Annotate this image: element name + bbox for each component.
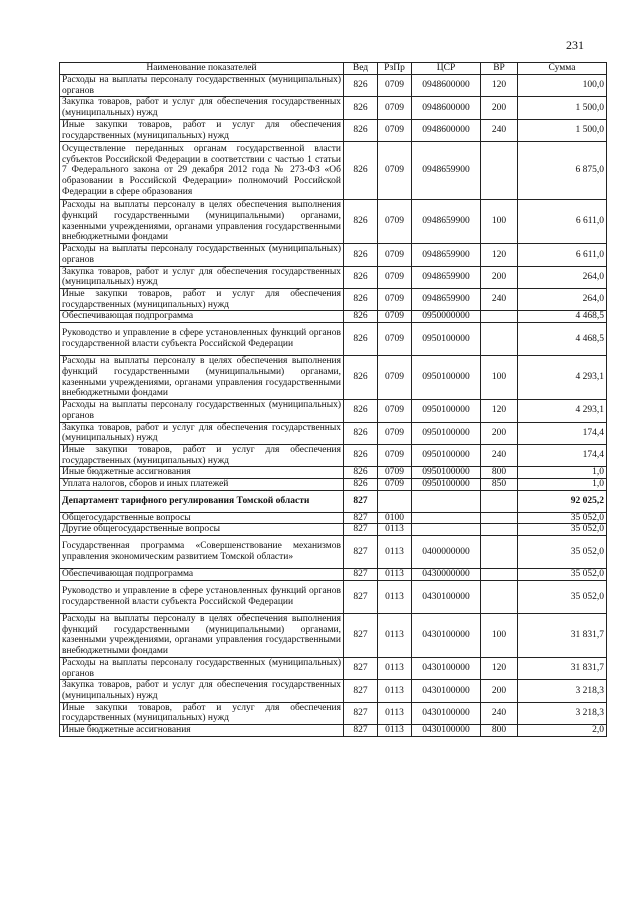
- row-sum: 1 500,0: [518, 119, 607, 141]
- row-csr: 0950100000: [412, 400, 481, 422]
- row-rzpr: 0113: [378, 536, 412, 569]
- row-name: Иные закупки товаров, работ и услуг для обеспечения государственных (муниципальных) нужд: [60, 119, 344, 141]
- row-name: Закупка товаров, работ и услуг для обеспечения государственных (муниципальных) нужд: [60, 422, 344, 444]
- row-vr: 240: [481, 702, 518, 724]
- row-csr: 0430100000: [412, 613, 481, 657]
- row-sum: 35 052,0: [518, 569, 607, 581]
- row-name: Расходы на выплаты персоналу государственных (муниципальных) органов: [60, 657, 344, 679]
- row-sum: 264,0: [518, 266, 607, 288]
- table-body: [60, 75, 607, 737]
- row-sum: 174,4: [518, 422, 607, 444]
- page-number: 231: [566, 38, 584, 52]
- row-rzpr: 0709: [378, 467, 412, 479]
- table-row: [60, 490, 607, 512]
- row-rzpr: 0709: [378, 444, 412, 466]
- row-ved: 826: [344, 97, 378, 119]
- table-row: [60, 613, 607, 657]
- row-ved: 827: [344, 569, 378, 581]
- row-ved: 827: [344, 702, 378, 724]
- row-ved: 827: [344, 680, 378, 702]
- row-vr: 240: [481, 289, 518, 311]
- row-ved: 827: [344, 657, 378, 679]
- row-name: Иные бюджетные ассигнования: [60, 467, 344, 479]
- table-row: [60, 356, 607, 400]
- row-rzpr: [378, 490, 412, 512]
- row-name: Иные закупки товаров, работ и услуг для обеспечения государственных (муниципальных) нужд: [60, 289, 344, 311]
- row-name: Расходы на выплаты персоналу государственных (муниципальных) органов: [60, 400, 344, 422]
- row-ved: 826: [344, 479, 378, 491]
- row-ved: 827: [344, 613, 378, 657]
- row-ved: 826: [344, 75, 378, 97]
- row-sum: 2,0: [518, 725, 607, 737]
- row-csr: 0430100000: [412, 702, 481, 724]
- row-rzpr: 0709: [378, 142, 412, 200]
- row-ved: 826: [344, 323, 378, 356]
- row-name: Руководство и управление в сфере установленных функций органов государственной власти субъекта Российской Федерации: [60, 580, 344, 613]
- row-name: Государственная программа «Совершенствование механизмов управления экономическим развитием Томской области»: [60, 536, 344, 569]
- row-vr: 200: [481, 266, 518, 288]
- table-row: [60, 400, 607, 422]
- row-rzpr: 0709: [378, 244, 412, 266]
- row-ved: 826: [344, 356, 378, 400]
- row-ved: 826: [344, 400, 378, 422]
- row-rzpr: 0709: [378, 422, 412, 444]
- row-vr: [481, 490, 518, 512]
- row-vr: [481, 536, 518, 569]
- row-csr: [412, 512, 481, 524]
- table-row: [60, 323, 607, 356]
- row-csr: 0948659900: [412, 200, 481, 244]
- row-sum: 100,0: [518, 75, 607, 97]
- row-name: Расходы на выплаты персоналу государственных (муниципальных) органов: [60, 244, 344, 266]
- header-csr: ЦСР: [412, 63, 481, 75]
- table-row: [60, 75, 607, 97]
- table-row: [60, 119, 607, 141]
- row-csr: 0430100000: [412, 657, 481, 679]
- row-csr: [412, 490, 481, 512]
- row-name: Осуществление переданных органам государственной власти субъектов Российской Федерации в соответствии с частью 1 статьи 7 Федерального закона от 29 декабря 2012 года № 273-ФЗ «Об образовании в Российской Федерации» полномочий Российской Федерации в сфере образования: [60, 142, 344, 200]
- row-sum: 264,0: [518, 289, 607, 311]
- row-rzpr: 0709: [378, 289, 412, 311]
- row-vr: 100: [481, 356, 518, 400]
- row-vr: 800: [481, 467, 518, 479]
- row-name: Расходы на выплаты персоналу в целях обеспечения выполнения функций государственными (муниципальными) органами, казенными учреждениями, органами управления государственными внебюджетными фондами: [60, 613, 344, 657]
- row-rzpr: 0113: [378, 524, 412, 536]
- row-sum: 1 500,0: [518, 97, 607, 119]
- row-sum: 1,0: [518, 467, 607, 479]
- header-ved: Вед: [344, 63, 378, 75]
- row-rzpr: 0709: [378, 119, 412, 141]
- row-csr: 0950100000: [412, 467, 481, 479]
- row-vr: 200: [481, 422, 518, 444]
- row-csr: [412, 524, 481, 536]
- row-rzpr: 0709: [378, 97, 412, 119]
- row-vr: [481, 580, 518, 613]
- row-sum: 3 218,3: [518, 680, 607, 702]
- row-rzpr: 0709: [378, 323, 412, 356]
- row-csr: 0950100000: [412, 356, 481, 400]
- row-sum: 6 611,0: [518, 200, 607, 244]
- row-ved: 826: [344, 422, 378, 444]
- row-rzpr: 0709: [378, 266, 412, 288]
- table-row: [60, 657, 607, 679]
- row-csr: 0948600000: [412, 97, 481, 119]
- row-vr: [481, 524, 518, 536]
- row-vr: 120: [481, 75, 518, 97]
- row-csr: 0950100000: [412, 444, 481, 466]
- table-row: [60, 244, 607, 266]
- row-vr: [481, 323, 518, 356]
- row-sum: 1,0: [518, 479, 607, 491]
- row-sum: 31 831,7: [518, 613, 607, 657]
- row-vr: 120: [481, 244, 518, 266]
- table-row: [60, 142, 607, 200]
- row-ved: 826: [344, 467, 378, 479]
- table-header-row: [60, 63, 607, 75]
- row-rzpr: 0113: [378, 613, 412, 657]
- row-ved: 827: [344, 725, 378, 737]
- row-vr: 240: [481, 119, 518, 141]
- row-rzpr: 0709: [378, 400, 412, 422]
- row-csr: 0950100000: [412, 323, 481, 356]
- row-name: Закупка товаров, работ и услуг для обеспечения государственных (муниципальных) нужд: [60, 680, 344, 702]
- row-rzpr: 0113: [378, 657, 412, 679]
- row-vr: 800: [481, 725, 518, 737]
- row-sum: 35 052,0: [518, 512, 607, 524]
- row-sum: 6 611,0: [518, 244, 607, 266]
- row-csr: 0948600000: [412, 119, 481, 141]
- row-vr: 200: [481, 97, 518, 119]
- row-vr: 120: [481, 657, 518, 679]
- row-name: Общегосударственные вопросы: [60, 512, 344, 524]
- row-ved: 826: [344, 142, 378, 200]
- row-vr: 120: [481, 400, 518, 422]
- row-vr: 100: [481, 200, 518, 244]
- row-rzpr: 0113: [378, 702, 412, 724]
- row-rzpr: 0100: [378, 512, 412, 524]
- row-sum: 4 468,5: [518, 323, 607, 356]
- row-sum: 4 293,1: [518, 400, 607, 422]
- row-name: Закупка товаров, работ и услуг для обеспечения государственных (муниципальных) нужд: [60, 97, 344, 119]
- row-sum: 92 025,2: [518, 490, 607, 512]
- row-sum: 35 052,0: [518, 536, 607, 569]
- row-csr: 0430100000: [412, 680, 481, 702]
- row-csr: 0430000000: [412, 569, 481, 581]
- row-sum: 4 293,1: [518, 356, 607, 400]
- table-row: [60, 536, 607, 569]
- row-rzpr: 0709: [378, 356, 412, 400]
- row-csr: 0948659900: [412, 244, 481, 266]
- row-ved: 826: [344, 311, 378, 323]
- budget-table: [59, 62, 607, 737]
- row-rzpr: 0709: [378, 75, 412, 97]
- table-row: [60, 266, 607, 288]
- header-rzpr: РзПр: [378, 63, 412, 75]
- row-name: Иные закупки товаров, работ и услуг для обеспечения государственных (муниципальных) нужд: [60, 702, 344, 724]
- table-row: [60, 725, 607, 737]
- row-name: Расходы на выплаты персоналу в целях обеспечения выполнения функций государственными (муниципальными) органами, казенными учреждениями, органами управления государственными внебюджетными фондами: [60, 356, 344, 400]
- row-ved: 826: [344, 289, 378, 311]
- row-name: Иные бюджетные ассигнования: [60, 725, 344, 737]
- header-name: Наименование показателей: [60, 63, 344, 75]
- row-rzpr: 0113: [378, 680, 412, 702]
- row-rzpr: 0113: [378, 580, 412, 613]
- table-row: [60, 702, 607, 724]
- table-row: [60, 680, 607, 702]
- row-sum: 35 052,0: [518, 580, 607, 613]
- row-name: Расходы на выплаты персоналу государственных (муниципальных) органов: [60, 75, 344, 97]
- table-row: [60, 422, 607, 444]
- row-name: Расходы на выплаты персоналу в целях обеспечения выполнения функций государственными (муниципальными) органами, казенными учреждениями, органами управления государственными внебюджетными фондами: [60, 200, 344, 244]
- row-ved: 827: [344, 536, 378, 569]
- table-row: [60, 200, 607, 244]
- table-row: [60, 512, 607, 524]
- row-vr: 100: [481, 613, 518, 657]
- row-csr: 0430100000: [412, 725, 481, 737]
- row-name: Обеспечивающая подпрограмма: [60, 311, 344, 323]
- row-csr: 0430100000: [412, 580, 481, 613]
- row-vr: [481, 569, 518, 581]
- row-sum: 6 875,0: [518, 142, 607, 200]
- row-csr: 0948659900: [412, 289, 481, 311]
- table-row: [60, 289, 607, 311]
- row-name: Другие общегосударственные вопросы: [60, 524, 344, 536]
- row-csr: 0950000000: [412, 311, 481, 323]
- row-ved: 827: [344, 512, 378, 524]
- row-vr: 240: [481, 444, 518, 466]
- header-sum: Сумма: [518, 63, 607, 75]
- row-ved: 827: [344, 490, 378, 512]
- row-rzpr: 0709: [378, 479, 412, 491]
- row-ved: 826: [344, 444, 378, 466]
- row-csr: 0400000000: [412, 536, 481, 569]
- row-ved: 827: [344, 580, 378, 613]
- header-vr: ВР: [481, 63, 518, 75]
- row-sum: 35 052,0: [518, 524, 607, 536]
- row-vr: [481, 142, 518, 200]
- row-name: Руководство и управление в сфере установленных функций органов государственной власти субъекта Российской Федерации: [60, 323, 344, 356]
- row-ved: 827: [344, 524, 378, 536]
- row-csr: 0950100000: [412, 422, 481, 444]
- row-csr: 0948659900: [412, 266, 481, 288]
- row-name: Департамент тарифного регулирования Томской области: [60, 490, 344, 512]
- row-sum: 3 218,3: [518, 702, 607, 724]
- row-name: Закупка товаров, работ и услуг для обеспечения государственных (муниципальных) нужд: [60, 266, 344, 288]
- row-vr: [481, 512, 518, 524]
- row-sum: 4 468,5: [518, 311, 607, 323]
- table-row: [60, 311, 607, 323]
- row-ved: 826: [344, 244, 378, 266]
- row-rzpr: 0113: [378, 569, 412, 581]
- row-ved: 826: [344, 266, 378, 288]
- row-ved: 826: [344, 200, 378, 244]
- row-csr: 0950100000: [412, 479, 481, 491]
- row-vr: 200: [481, 680, 518, 702]
- table-row: [60, 580, 607, 613]
- row-vr: 850: [481, 479, 518, 491]
- table-row: [60, 479, 607, 491]
- row-name: Уплата налогов, сборов и иных платежей: [60, 479, 344, 491]
- row-rzpr: 0709: [378, 200, 412, 244]
- row-ved: 826: [344, 119, 378, 141]
- row-rzpr: 0709: [378, 311, 412, 323]
- row-name: Обеспечивающая подпрограмма: [60, 569, 344, 581]
- row-sum: 31 831,7: [518, 657, 607, 679]
- table-row: [60, 524, 607, 536]
- table-row: [60, 444, 607, 466]
- row-csr: 0948600000: [412, 75, 481, 97]
- row-rzpr: 0113: [378, 725, 412, 737]
- row-csr: 0948659900: [412, 142, 481, 200]
- table-row: [60, 97, 607, 119]
- row-sum: 174,4: [518, 444, 607, 466]
- row-name: Иные закупки товаров, работ и услуг для обеспечения государственных (муниципальных) нужд: [60, 444, 344, 466]
- table-row: [60, 569, 607, 581]
- row-vr: [481, 311, 518, 323]
- table-row: [60, 467, 607, 479]
